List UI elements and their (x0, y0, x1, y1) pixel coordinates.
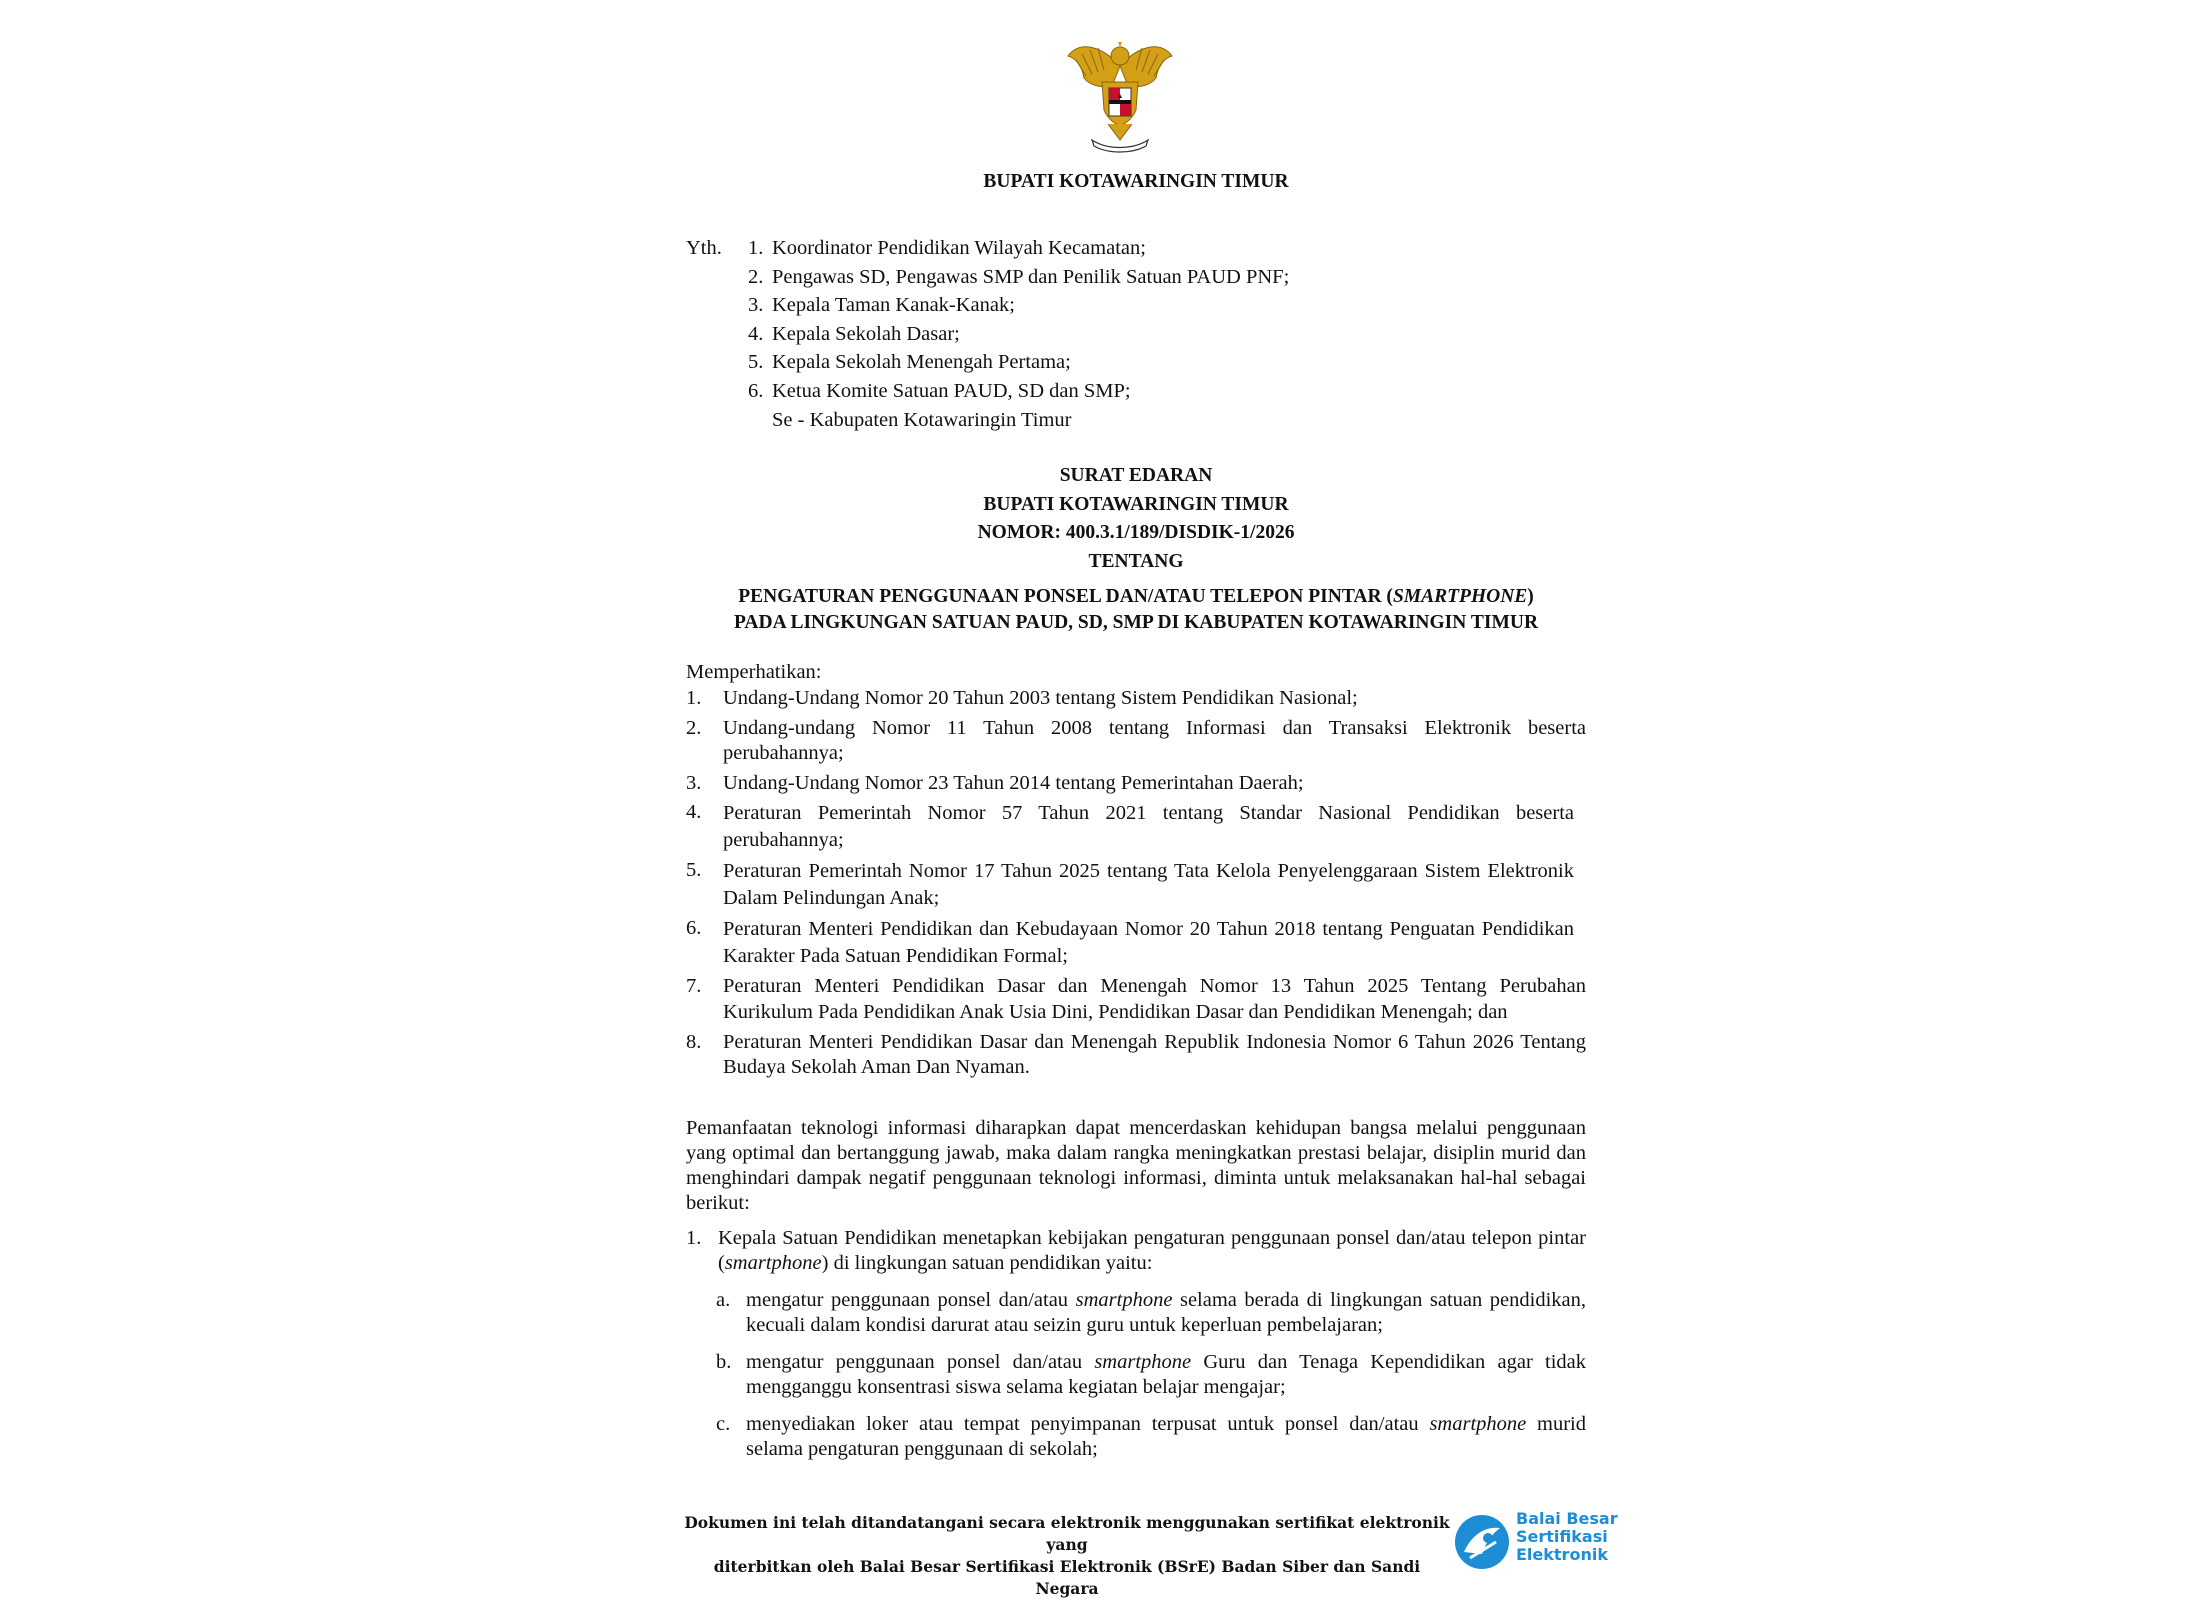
subject-text: PENGATURAN PENGGUNAAN PONSEL DAN/ATAU TELEPON PINTAR ( (738, 586, 1393, 607)
sub-list-letter: a. (716, 1289, 731, 1311)
list-item (748, 348, 1508, 377)
subject-block (686, 584, 1586, 635)
garuda-emblem-icon (1062, 36, 1178, 156)
list-text: Peraturan Menteri Pendidikan dan Kebudayaan Nomor 20 Tahun 2018 tentang Penguatan Pendidikan Karakter Pada Satuan Pendidikan Formal; (723, 918, 1574, 968)
e-signature-note (682, 1512, 1452, 1600)
list-number: 5. (748, 351, 764, 374)
list-text: Peraturan Pemerintah Nomor 17 Tahun 2025 tentang Tata Kelola Penyelenggaraan Sistem Elektronik Dalam Pelindungan Anak; (723, 860, 1574, 910)
recipient-list (748, 234, 1508, 434)
list-item (686, 771, 1586, 797)
list-number: 4. (748, 322, 764, 345)
considering-label: Memperhatikan: (686, 661, 822, 683)
list-text: Ketua Komite Satuan PAUD, SD dan SMP; (772, 379, 1131, 402)
bsre-text-line: Sertifikasi (1516, 1527, 1608, 1546)
sub-list-item (716, 1288, 1586, 1338)
sub-list-letter: c. (716, 1413, 731, 1435)
list-number: 4. (686, 801, 702, 824)
bsre-logo-text (1516, 1510, 1618, 1564)
list-number: 3. (686, 771, 702, 794)
list-item (686, 800, 1586, 854)
sub-list-text (746, 1412, 1586, 1462)
sub-text: mengatur penggunaan ponsel dan/atau (746, 1289, 1076, 1311)
list-number: 2. (748, 265, 764, 288)
bsre-logo-icon (1452, 1512, 1512, 1572)
list-number: 7. (686, 975, 702, 998)
sub-list-item (716, 1412, 1586, 1462)
list-item (686, 716, 1586, 767)
subject-line-1 (686, 584, 1586, 610)
sub-list-item (716, 1350, 1586, 1400)
salutation: Yth. (686, 237, 722, 259)
list-text (718, 1226, 1586, 1276)
list-item (686, 686, 1586, 712)
doc-type-title: SURAT EDARAN (1059, 465, 1213, 486)
list-text: Kepala Sekolah Dasar; (772, 322, 960, 345)
list-item (748, 291, 1508, 320)
list-text: Undang-Undang Nomor 23 Tahun 2014 tentang Pemerintahan Daerah; (723, 771, 1304, 794)
list-number: 5. (686, 859, 702, 882)
list-item (686, 974, 1586, 1025)
list-number: 6. (748, 379, 764, 402)
doc-issuer-title: BUPATI KOTAWARINGIN TIMUR (983, 493, 1289, 515)
list-item (686, 1030, 1586, 1081)
sub-list-text (746, 1288, 1586, 1338)
instructions-section (686, 1226, 1586, 1462)
list-item (686, 1226, 1586, 1276)
region-text: Se - Kabupaten Kotawaringin Timur (772, 408, 1072, 431)
sub-text: Guru dan Tenaga Kependidikan agar tidak mengganggu konsentrasi siswa selama kegiatan belajar mengajar; (746, 1351, 1586, 1398)
list-text: Kepala Taman Kanak-Kanak; (772, 294, 1015, 317)
instruction-text: Kepala Satuan Pendidikan menetapkan kebijakan pengaturan penggunaan ponsel dan/atau telepon pintar ( (718, 1227, 1586, 1274)
doc-number: NOMOR: 400.3.1/189/DISDIK-1/2026 (977, 522, 1295, 543)
list-number: 1. (686, 1227, 702, 1249)
title-block (686, 462, 1586, 576)
issuer-heading: BUPATI KOTAWARINGIN TIMUR (983, 171, 1289, 192)
instruction-italic: smartphone (724, 1252, 822, 1274)
list-text: Peraturan Menteri Pendidikan Dasar dan Menengah Republik Indonesia Nomor 6 Tahun 2026 Tentang Budaya Sekolah Aman Dan Nyaman. (723, 1030, 1586, 1079)
list-number: 3. (748, 294, 764, 317)
e-signature-line-1: Dokumen ini telah ditandatangani secara elektronik menggunakan sertifikat elektronik yang (684, 1513, 1450, 1554)
list-number: 6. (686, 917, 702, 940)
list-item (748, 320, 1508, 349)
considering-section (686, 658, 1586, 1081)
list-item (686, 858, 1586, 912)
list-item (748, 263, 1508, 292)
list-text: Undang-Undang Nomor 20 Tahun 2003 tentang Sistem Pendidikan Nasional; (723, 687, 1358, 709)
intro-paragraph: Pemanfaatan teknologi informasi diharapkan dapat mencerdaskan kehidupan bangsa melalui penggunaan yang optimal dan bertanggung jawab, maka dalam rangka meningkatkan prestasi belajar, disiplin murid dan menghindari dampak negatif penggunaan teknologi informasi, diminta untuk melaksanakan hal-hal sebagai berikut: (686, 1117, 1586, 1214)
list-item (686, 916, 1586, 970)
sub-text: mengatur penggunaan ponsel dan/atau (746, 1351, 1095, 1373)
list-number: 1. (686, 687, 702, 709)
list-number: 8. (686, 1030, 702, 1053)
list-text: Pengawas SD, Pengawas SMP dan Penilik Satuan PAUD PNF; (772, 265, 1290, 288)
subject-line-2: PADA LINGKUNGAN SATUAN PAUD, SD, SMP DI KABUPATEN KOTAWARINGIN TIMUR (733, 611, 1539, 633)
subject-italic: SMARTPHONE (1392, 586, 1528, 607)
list-text: Kepala Sekolah Menengah Pertama; (772, 351, 1071, 374)
sub-italic: smartphone (1429, 1413, 1527, 1435)
bsre-text-line: Balai Besar (1516, 1509, 1618, 1528)
recipient-region (748, 406, 1508, 435)
doc-about-label: TENTANG (1088, 550, 1184, 572)
list-number: 2. (686, 716, 702, 739)
sub-list-text (746, 1350, 1586, 1400)
list-number: 1. (748, 237, 764, 259)
list-item (748, 377, 1508, 406)
list-text: Koordinator Pendidikan Wilayah Kecamatan; (772, 237, 1146, 259)
list-item (748, 234, 1508, 263)
instruction-text: ) di lingkungan satuan pendidikan yaitu: (821, 1252, 1153, 1274)
sub-italic: smartphone (1094, 1351, 1192, 1373)
list-text: Peraturan Menteri Pendidikan Dasar dan Menengah Nomor 13 Tahun 2025 Tentang Perubahan Kurikulum Pada Pendidikan Anak Usia Dini, Pendidikan Dasar dan Pendidikan Menengah; dan (723, 975, 1586, 1023)
subject-text: ) (1527, 586, 1534, 607)
sub-italic: smartphone (1075, 1289, 1173, 1311)
sub-text: murid selama pengaturan penggunaan di sekolah; (746, 1413, 1587, 1460)
bsre-text-line: Elektronik (1516, 1545, 1608, 1564)
list-text: Undang-undang Nomor 11 Tahun 2008 tentang Informasi dan Transaksi Elektronik beserta perubahannya; (723, 716, 1586, 765)
list-text: Peraturan Pemerintah Nomor 57 Tahun 2021 tentang Standar Nasional Pendidikan beserta perubahannya; (723, 802, 1574, 852)
sub-list-letter: b. (716, 1351, 732, 1373)
sub-text: menyediakan loker atau tempat penyimpanan terpusat untuk ponsel dan/atau (746, 1413, 1430, 1435)
e-signature-line-2: diterbitkan oleh Balai Besar Sertifikasi Elektronik (BSrE) Badan Siber dan Sandi Negara (713, 1557, 1421, 1598)
sub-text: selama berada di lingkungan satuan pendidikan, kecuali dalam kondisi darurat atau seizin guru untuk keperluan pembelajaran; (746, 1289, 1586, 1336)
